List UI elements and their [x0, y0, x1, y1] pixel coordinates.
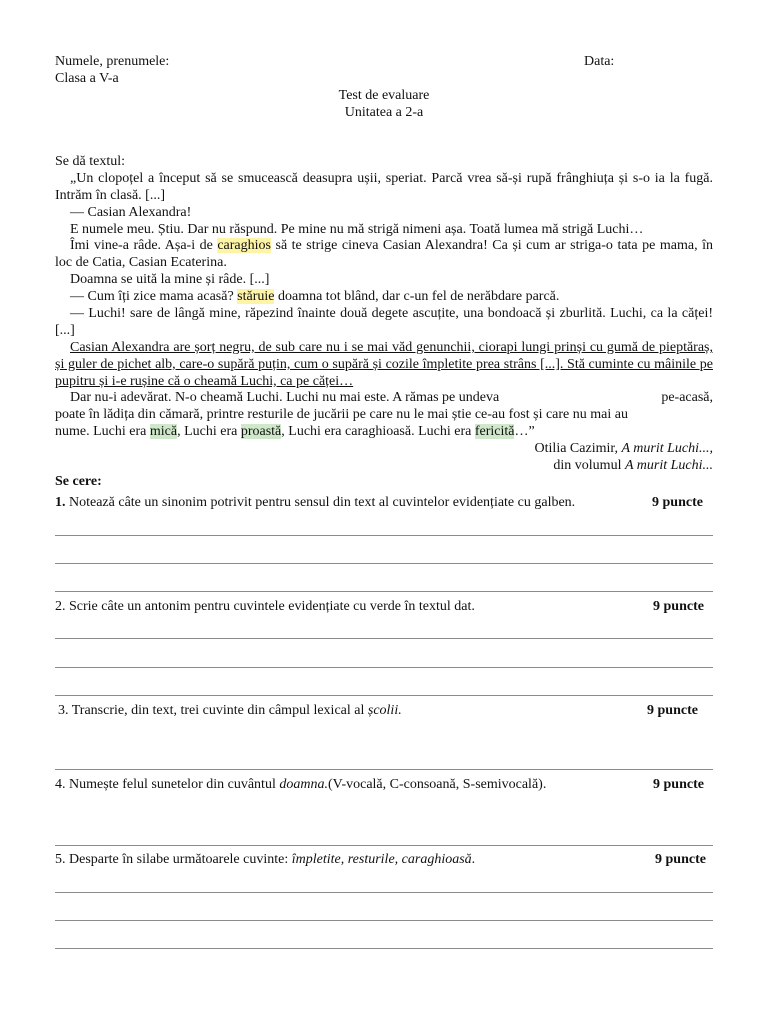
- answer-line[interactable]: [55, 535, 713, 536]
- test-title: Test de evaluare: [338, 88, 430, 103]
- source-volume-title: A murit Luchi...: [624, 458, 713, 473]
- task-5-words: împletite, resturile, caraghioasă: [291, 852, 472, 867]
- answer-line[interactable]: [55, 948, 713, 949]
- task-4: [55, 776, 546, 793]
- task-4-word: doamna.: [279, 777, 328, 792]
- tasks-heading: Se cere:: [55, 474, 102, 489]
- paragraph-8-underlined: Casian Alexandra are șorț negru, de sub care nu i se mai văd genunchii, ciorapi lungi prinși cu gumă de pieptăraș, și guler de pichet alb, care-o supără puțin, cum o supără și cozile împletite prea strâns [...]. Stă cuminte cu mâinile pe pupitru și i-e rușine că o cheamă Luchi, ca pe căței…: [55, 340, 713, 389]
- task-1-text: Notează câte un sinonim potrivit pentru sensul din text al cuvintelor evidențiate cu galben.: [65, 495, 576, 510]
- highlight-mica: mică: [149, 424, 178, 439]
- highlight-staruie: stăruie: [237, 289, 275, 304]
- answer-line[interactable]: [55, 667, 713, 668]
- paragraph-5: Doamna se uită la mine și râde. [...]: [70, 272, 270, 287]
- source-author: [535, 440, 713, 457]
- class-label: Clasa a V-a: [55, 71, 119, 86]
- paragraph-9-line1-end: pe-acasă,: [661, 390, 713, 405]
- paragraph-2: — Casian Alexandra!: [70, 205, 192, 220]
- p9-text-d: …”: [514, 424, 535, 439]
- task-5-text: 5. Desparte în silabe următoarele cuvinte:: [55, 852, 292, 867]
- task-2-points: 9 puncte: [653, 599, 704, 614]
- paragraph-9-line3: [55, 423, 535, 440]
- task-3-word: școlii.: [367, 703, 402, 718]
- highlight-caraghios: caraghios: [217, 238, 271, 253]
- answer-line[interactable]: [55, 563, 713, 564]
- paragraph-6: [70, 288, 559, 305]
- task-5: [55, 851, 475, 868]
- answer-line[interactable]: [55, 695, 713, 696]
- p4-text-b: să te strige cineva Casian Alexandra! Ca și cum ar striga-o tata pe mama, în loc de Catia, Casian Ecaterina.: [55, 238, 713, 270]
- answer-line[interactable]: [55, 638, 713, 639]
- task-3: [58, 702, 402, 719]
- task-4-rest: (V-vocală, C-consoană, S-semivocală).: [327, 777, 547, 792]
- text-intro: Se dă textul:: [55, 154, 125, 169]
- task-1-number: 1.: [55, 495, 66, 510]
- task-4-points: 9 puncte: [653, 777, 704, 792]
- paragraph-7: — Luchi! sare de lângă mine, răpezind înainte două degete ascuțite, una bondoacă și zburlită. Luchi, ca la căței! [...]: [55, 306, 713, 338]
- paragraph-9-line1: Dar nu-i adevărat. N-o cheamă Luchi. Luchi nu mai este. A rămas pe undeva: [70, 390, 500, 405]
- task-2: 2. Scrie câte un antonim pentru cuvintele evidențiate cu verde în textul dat.: [55, 599, 475, 614]
- p9-text-b: , Luchi era: [177, 424, 241, 439]
- highlight-fericita: fericită: [474, 424, 515, 439]
- task-1-points: 9 puncte: [652, 495, 703, 510]
- task-5-points: 9 puncte: [655, 852, 706, 867]
- paragraph-3: E numele meu. Știu. Dar nu răspund. Pe mine nu mă strigă nimeni așa. Toată lumea mă strigă Luchi…: [70, 222, 644, 237]
- paragraph-1: „Un clopoțel a început să se smucească deasupra ușii, speriat. Parcă vrea să-și rupă frânghiuța și s-o ia la fugă. Intrăm în clasă. [...]: [55, 171, 713, 203]
- name-label: Numele, prenumele:: [55, 54, 170, 69]
- source-volume-prefix: din volumul: [553, 458, 625, 473]
- source-volume: [553, 457, 713, 474]
- paragraph-9-line2: [55, 406, 713, 423]
- p9-text-a: nume. Luchi era: [55, 424, 150, 439]
- paragraph-4: [55, 237, 713, 271]
- answer-line[interactable]: [55, 769, 713, 770]
- task-1: [55, 494, 575, 511]
- answer-line[interactable]: [55, 591, 713, 592]
- source-author-name: Otilia Cazimir,: [534, 441, 622, 456]
- p9-text-c: , Luchi era caraghioasă. Luchi era: [281, 424, 475, 439]
- p4-text-a: Îmi vine-a râde. Așa-i de: [70, 238, 218, 253]
- test-subtitle: Unitatea a 2-a: [344, 105, 424, 120]
- p9-line2-text: poate în lădița din cămară, printre resturile de jucării pe care nu le mai știe ce-au fost și care nu mai au: [55, 407, 628, 422]
- task-4-text: 4. Numește felul sunetelor din cuvântul: [55, 777, 280, 792]
- answer-line[interactable]: [55, 892, 713, 893]
- p6-text-a: — Cum îți zice mama acasă?: [70, 289, 238, 304]
- task-3-text: 3. Transcrie, din text, trei cuvinte din câmpul lexical al: [58, 703, 368, 718]
- p6-text-b: doamna tot blând, dar c-un fel de nerăbdare parcă.: [274, 289, 560, 304]
- answer-line[interactable]: [55, 920, 713, 921]
- date-label: Data:: [584, 54, 615, 69]
- task-5-dot: .: [471, 852, 476, 867]
- answer-line[interactable]: [55, 845, 713, 846]
- task-3-points: 9 puncte: [647, 703, 698, 718]
- source-title: A murit Luchi...,: [621, 441, 713, 456]
- highlight-proasta: proastă: [240, 424, 282, 439]
